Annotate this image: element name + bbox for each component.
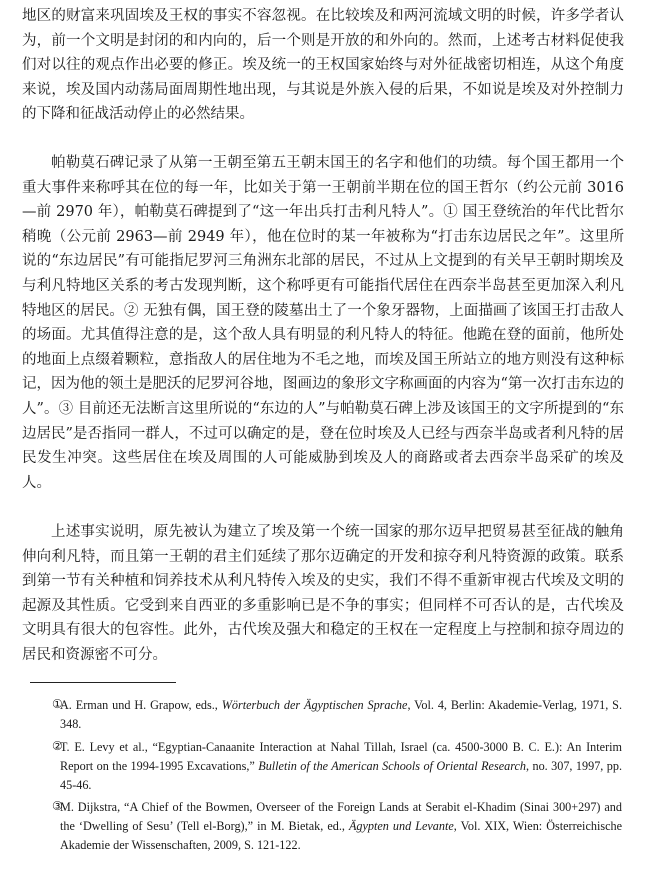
body-paragraph-1: 地区的财富来巩固埃及王权的事实不容忽视。在比较埃及和两河流域文明的时候，许多学者认为，前一个文明是封闭的和内向的，后一个则是开放的和外向的。然而，上述考古材料促使我们对以往的观点作出必要的修正。埃及统一的王权国家始终与对外征战密切相连，从这个角度来说，埃及国内动荡局面周期性地出现，与其说是外族入侵的后果，不如说是埃及对外控制力的下降和征战活动停止的必然结果。 — [22, 8, 624, 123]
footnote-2 — [60, 738, 622, 796]
footnote-1 — [60, 696, 622, 734]
footnote-1-publication: , Vol. 4, Berlin: Akademie-Verlag, 1971, S. 348. — [60, 698, 623, 732]
footnote-2-authors: T. E. Levy et al., “Egyptian-Canaanite Interaction at Nahal Tillah, Israel (ca. 4500-3000 B. C. E.): An Interim Report on the 1994-1995 Excavations,” — [60, 740, 622, 774]
body-paragraph-2: 帕勒莫石碑记录了从第一王朝至第五王朝末国王的名字和他们的功绩。每个国王都用一个重大事件来称呼其在位的每一年，比如关于第一王朝前半期在位的国王哲尔（约公元前 3016—前 2970 年），帕勒莫石碑提到了“这一年出兵打击利凡特人”。① 国王登统治的年代比哲尔稍晚（公元前 2963—前 2949 年），他在位时的某一年被称为“打击东边居民之年”。这里所说的“东边居民”有可能指尼罗河三角洲东北部的居民，不过从上文提到的有关早王朝时期埃及与利凡特地区关系的考古发现判断，这个称呼更有可能指代居住在西奈半岛甚至更加深入利凡特地区的居民。② 无独有偶，国王登的陵墓出土了一个象牙器物，上面描画了该国王打击敌人的场面。尤其值得注意的是，这个敌人具有明显的利凡特人的特征。他跪在登的面前，他所处的地面上点缀着颗粒，意指敌人的居住地为不毛之地，而埃及国王所站立的地方则没有这种标记，因为他的领土是肥沃的尼罗河谷地，图画边的象形文字称画面的内容为“第一次打击东边的人”。③ 目前还无法断言这里所说的“东边的人”与帕勒莫石碑上涉及该国王的文字所提到的“东边居民”是否指同一群人，不过可以确定的是，登在位时埃及人已经与西奈半岛或者利凡特的居民发生冲突。这些居住在埃及周围的人可能威胁到埃及人的商路或者去西奈半岛采矿的埃及人。 — [22, 155, 624, 491]
footnote-1-title: Wörterbuch der Ägyptischen Sprache — [221, 698, 408, 712]
footnote-3-marker: ③ — [52, 799, 63, 813]
footnote-3-title: Ägypten und Levante — [348, 819, 454, 834]
footnote-3 — [60, 798, 622, 856]
footnote-3-authors: M. Dijkstra, “A Chief of the Bowmen, Overseer of the Foreign Lands at Serabit el-Khadim (Sinai 300+297) and the ‘Dwelling of Sesu’ (Tell el-Borg),” in M. Bietak, ed., — [60, 800, 622, 834]
footnote-3-publication: , Vol. XIX, Wien: Österreichische Akademie der Wissenschaften, 2009, S. 121-122. — [60, 819, 622, 853]
footnote-separator — [30, 682, 176, 683]
footnote-1-marker: ① — [52, 697, 63, 711]
footnote-2-publication: , no. 307, 1997, pp. 45-46. — [60, 759, 623, 793]
body-paragraph-3: 上述事实说明，原先被认为建立了埃及第一个统一国家的那尔迈早把贸易甚至征战的触角伸向利凡特，而且第一王朝的君主们延续了那尔迈确定的开发和掠夺利凡特资源的政策。联系到第一节有关种植和饲养技术从利凡特传入埃及的史实，我们不得不重新审视古代埃及文明的起源及其性质。它受到来自西亚的多重影响已是不争的事实；但同样不可否认的是，古代埃及文明具有很大的包容性。此外，古代埃及强大和稳定的王权在一定程度上与控制和掠夺周边的居民和资源密不可分。 — [22, 524, 624, 663]
footnote-2-marker: ② — [52, 739, 63, 753]
footnote-1-authors: A. Erman und H. Grapow, eds., — [60, 698, 222, 712]
footnote-2-title: Bulletin of the American Schools of Oriental Research — [258, 759, 526, 774]
